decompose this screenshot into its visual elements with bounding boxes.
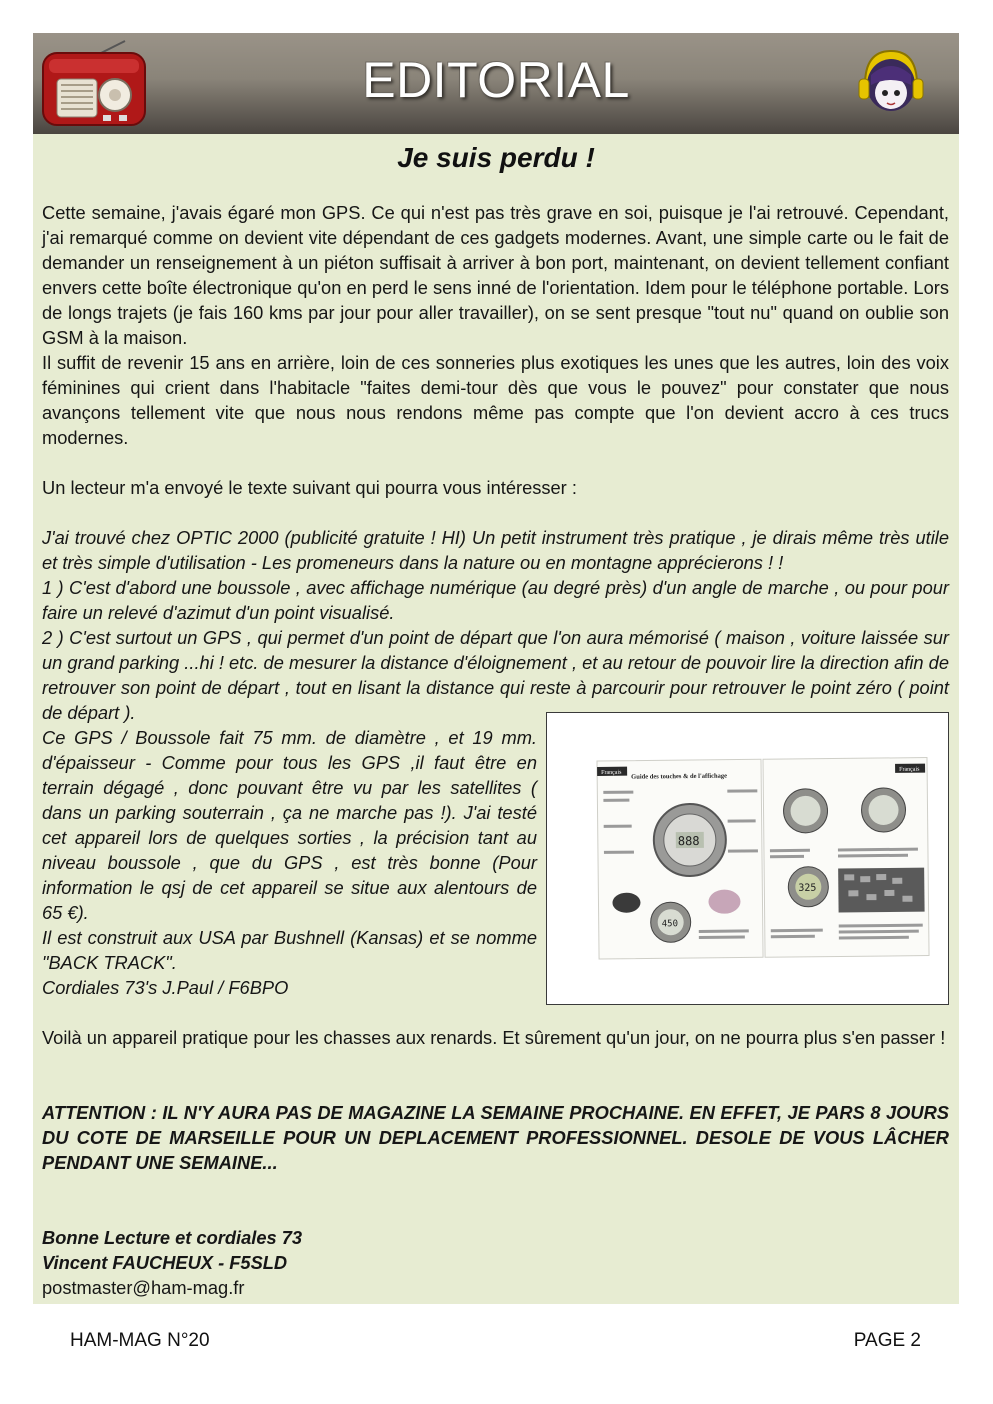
paragraph-reader: Un lecteur m'a envoyé le texte suivant qui pourra vous intéresser :	[42, 477, 577, 498]
manual-display-right: 325	[798, 882, 817, 894]
manual-left-tab: Français	[601, 769, 622, 776]
closing-greeting: Bonne Lecture et cordiales 73	[42, 1227, 303, 1248]
attention-notice: ATTENTION : IL N'Y AURA PAS DE MAGAZINE LA SEMAINE PROCHAINE. EN EFFET, JE PARS 8 JOURS DU COTE DE MARSEILLE POUR UN DEPLACEMENT PROFESSIONNEL. DESOLE DE VOUS LÂCHER PENDANT UNE SEMAINE...	[42, 1102, 949, 1173]
quote-signature: Cordiales 73's J.Paul / F6BPO	[42, 977, 289, 998]
quote-paragraph-5: Il est construit aux USA par Bushnell (Kansas) et se nomme "BACK TRACK".	[42, 927, 537, 973]
manual-display-left: 888	[677, 833, 700, 849]
quote-paragraph-1: J'ai trouvé chez OPTIC 2000 (publicité gratuite ! HI) Un petit instrument très pratique , je dirais même très utile et très simple d'utilisation - Les promeneurs dans la nature ou en montagne apprécierons ! !	[42, 527, 949, 573]
paragraph-conclusion: Voilà un appareil pratique pour les chasses aux renards. Et sûrement qu'un jour, on ne pourra plus s'en passer !	[42, 1027, 946, 1048]
manual-left-heading: Guide des touches & de l'affichage	[631, 772, 728, 781]
editorial-header	[33, 33, 959, 134]
page-title: EDITORIAL	[362, 52, 630, 108]
paragraph-ringtones: Il suffit de revenir 15 ans en arrière, loin de ces sonneries plus exotiques les unes que les autres, loin des voix féminines qui crient dans l'habitacle "faites demi-tour dès que vous le pouvez" pour constater que nous avançons tellement vite que nous nous rendons même pas compte que l'on devient accro à ces trucs modernes.	[42, 352, 949, 448]
footer-magazine-issue: HAM-MAG N°20	[70, 1330, 210, 1351]
manual-right-tab: Français	[899, 766, 920, 773]
author-signature: Vincent FAUCHEUX - F5SLD	[42, 1252, 288, 1273]
article-subtitle: Je suis perdu !	[397, 142, 595, 173]
author-email: postmaster@ham-mag.fr	[42, 1277, 245, 1298]
quote-paragraph-4: Ce GPS / Boussole fait 75 mm. de diamètre , et 19 mm. d'épaisseur - Comme pour tous les GPS ,il faut être en terrain dégagé , donc pouvant être vu par les satellites ( dans un parking souterrain , ça ne marche pas !). J'ai testé cet appareil lors de quelques sorties , la précision tant au niveau boussole , que du GPS , est très bonne (Pour information le qsj de cet appareil se situe aux alentours de 65 €).	[42, 727, 537, 923]
paragraph-intro: Cette semaine, j'avais égaré mon GPS. Ce qui n'est pas très grave en soi, puisque je l'ai retrouvé. Cependant, j'ai remarqué comme on devient vite dépendant de ces gadgets modernes. Avant, une simple carte ou le fait de demander un renseignement à un piéton suffisait à arriver à bon port, maintenant, on devient tellement confiant envers cette boîte électronique qu'on en perd le sens inné de l'orientation. Idem pour le téléphone portable. Lors de longs trajets (je fais 160 kms par jour pour aller travailler), on se sent presque "tout nu" quand on oublie son GSM à la maison.	[42, 202, 949, 348]
mascot-face-icon	[857, 45, 925, 117]
editorial-body	[33, 134, 959, 1304]
gps-manual-illustration	[547, 713, 947, 1003]
manual-display-bottom: 450	[661, 919, 679, 930]
gps-manual-photo	[546, 712, 949, 1005]
quote-paragraph-3: 2 ) C'est surtout un GPS , qui permet d'un point de départ que l'on aura mémorisé ( maison , voiture laissée sur un grand parking ...hi ! etc. de mesurer la distance d'éloignement , et au retour de pouvoir lire la direction afin de retrouver son point de départ , tout en lisant la distance qui reste à parcourir pour retrouver le point zéro ( point de départ ).	[42, 627, 949, 723]
quote-paragraph-2: 1 ) C'est d'abord une boussole , avec affichage numérique (au degré près) d'un angle de marche , ou pour pour faire un relevé d'azimut d'un point visualisé.	[42, 577, 949, 623]
footer-page-number: PAGE 2	[853, 1330, 921, 1351]
